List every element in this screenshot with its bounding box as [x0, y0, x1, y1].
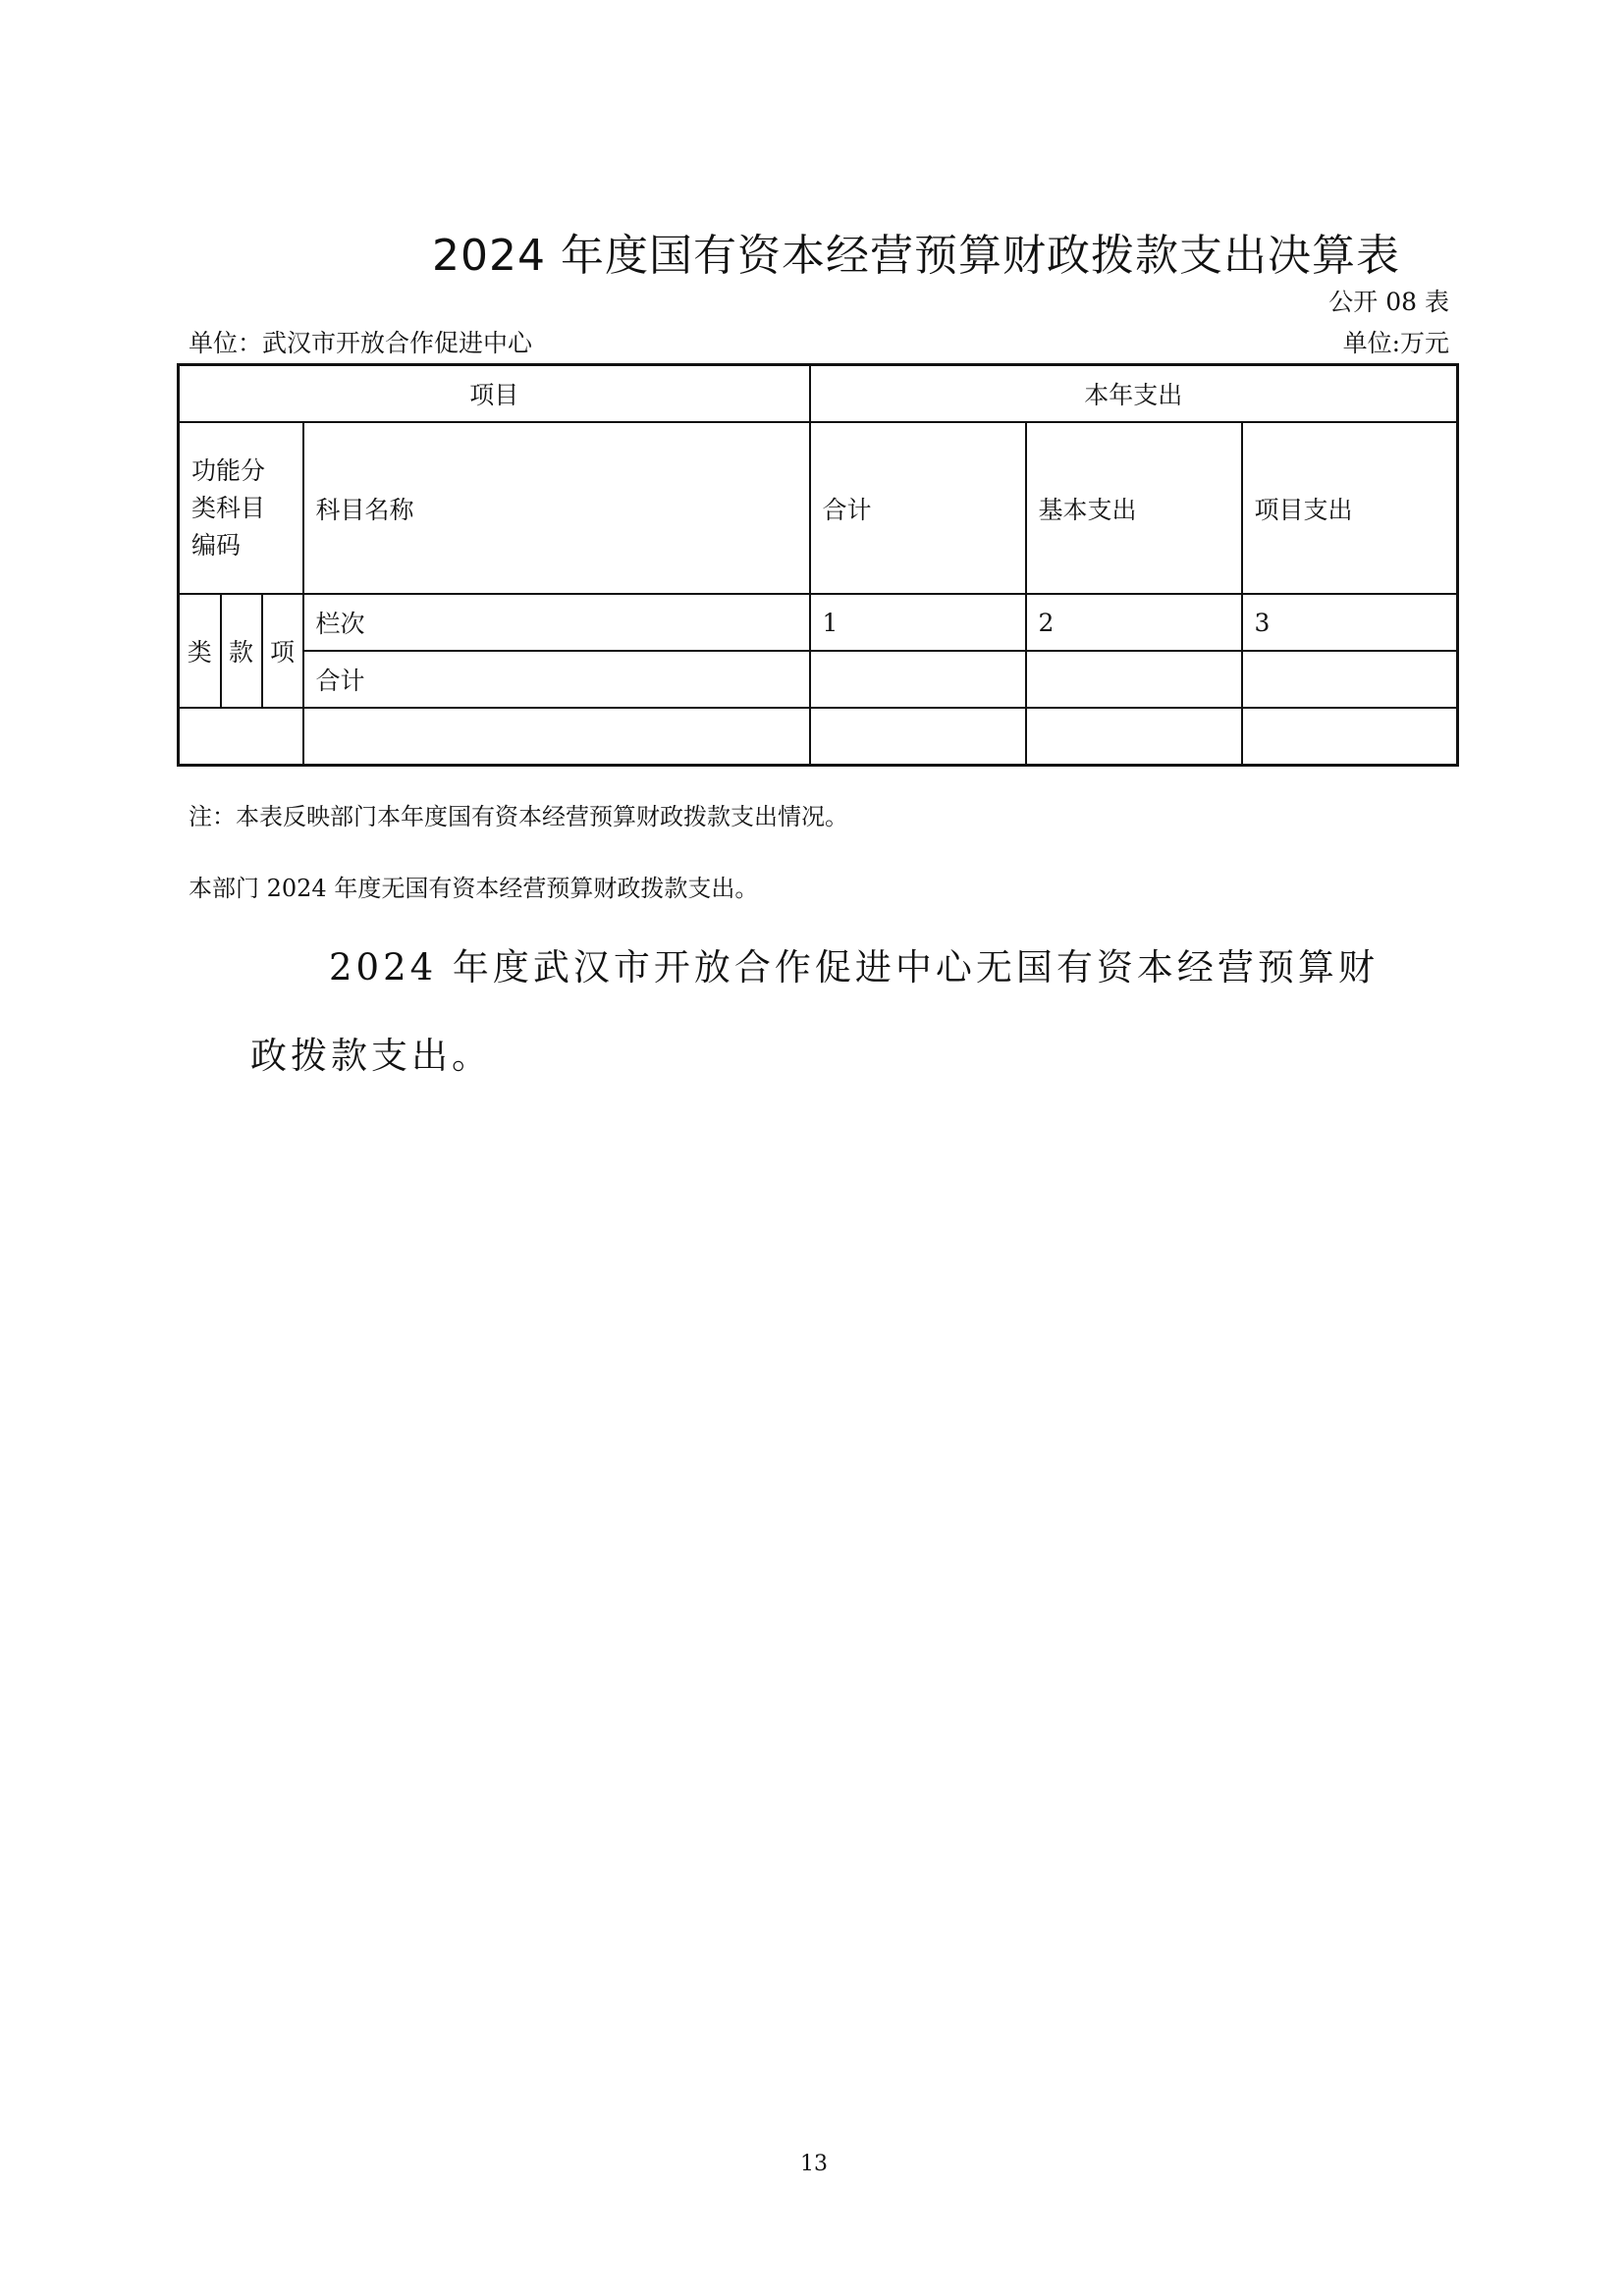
header-row — [179, 365, 1458, 423]
func-code-header — [179, 422, 303, 594]
body-paragraph-line: 政拨款支出。 — [250, 1035, 492, 1077]
func-code-line: 类科目 — [191, 493, 266, 522]
total-cell — [1242, 651, 1458, 708]
category-xiang: 项 — [262, 594, 303, 708]
col-project-header: 项目支出 — [1242, 422, 1458, 594]
header-item: 项目 — [179, 365, 810, 423]
category-kuan: 款 — [221, 594, 262, 708]
row-index-value: 1 — [810, 594, 1026, 651]
table-note: 注：本表反映部门本年度国有资本经营预算财政拨款支出情况。 — [189, 803, 848, 830]
unit-currency: 单位:万元 — [1342, 329, 1449, 357]
func-code-line: 编码 — [191, 530, 242, 560]
empty-cell — [810, 708, 1026, 766]
page-title: 2024 年度国有资本经营预算财政拨款支出决算表 — [432, 231, 1400, 281]
row-total-label: 合计 — [303, 651, 810, 708]
func-code-line: 功能分 — [191, 455, 266, 485]
total-cell — [810, 651, 1026, 708]
index-row — [179, 594, 1458, 651]
empty-cell — [1242, 708, 1458, 766]
col-basic-header: 基本支出 — [1026, 422, 1242, 594]
statement-text: 本部门 2024 年度无国有资本经营预算财政拨款支出。 — [189, 875, 759, 902]
subheader-row — [179, 422, 1458, 594]
row-index-value: 2 — [1026, 594, 1242, 651]
row-index-label: 栏次 — [303, 594, 810, 651]
page-number: 13 — [800, 2152, 828, 2176]
subject-name-header: 科目名称 — [303, 422, 810, 594]
col-total-header: 合计 — [810, 422, 1026, 594]
total-row — [179, 651, 1458, 708]
empty-cell — [1026, 708, 1242, 766]
header-expense: 本年支出 — [810, 365, 1458, 423]
empty-cell — [303, 708, 810, 766]
total-cell — [1026, 651, 1242, 708]
unit-organization: 单位：武汉市开放合作促进中心 — [189, 329, 533, 357]
empty-row — [179, 708, 1458, 766]
category-lei: 类 — [179, 594, 221, 708]
body-paragraph-line: 2024 年度武汉市开放合作促进中心无国有资本经营预算财 — [329, 946, 1379, 988]
expenditure-table — [177, 363, 1459, 767]
empty-cell — [179, 708, 303, 766]
row-index-value: 3 — [1242, 594, 1458, 651]
table-number: 公开 08 表 — [1328, 288, 1449, 316]
expenditure-table-container — [177, 363, 1456, 766]
